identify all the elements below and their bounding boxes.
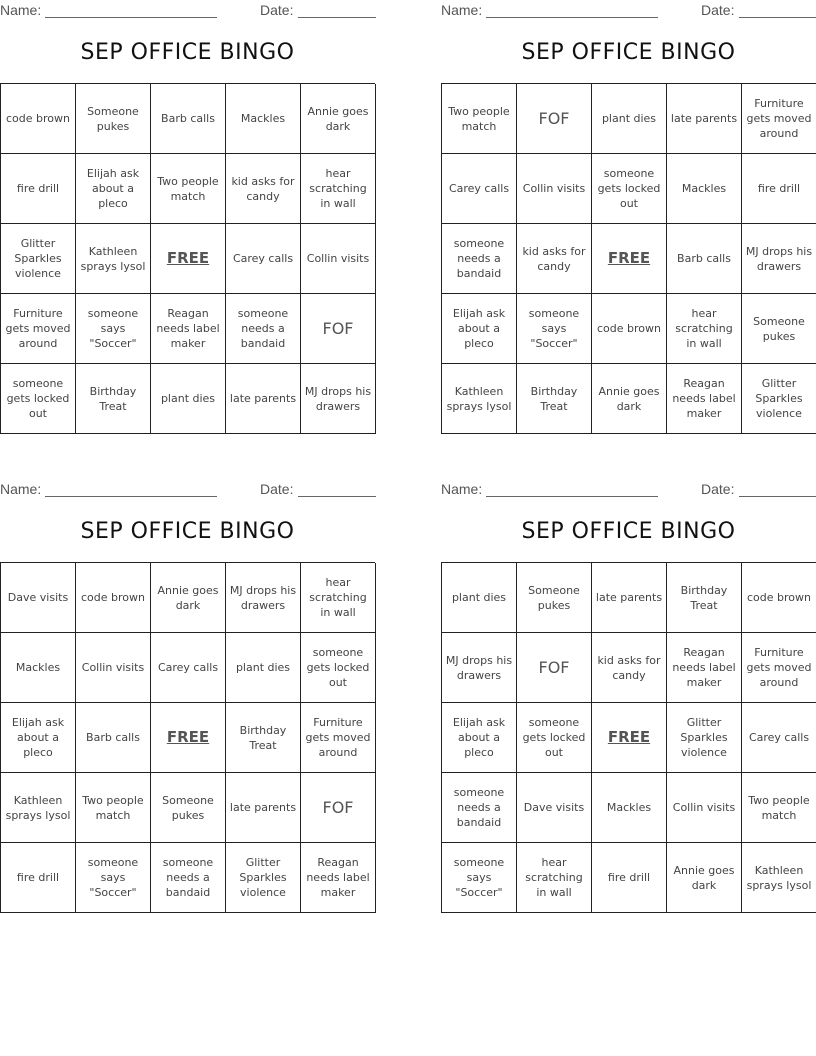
bingo-cell: Kathleen sprays lysol (1, 773, 76, 843)
bingo-cell: Reagan needs label maker (667, 633, 742, 703)
bingo-grid (0, 83, 375, 434)
bingo-cell: MJ drops his drawers (742, 224, 816, 294)
bingo-cell: kid asks for candy (226, 154, 301, 224)
bingo-cell: Carey calls (226, 224, 301, 294)
bingo-cell: Barb calls (667, 224, 742, 294)
bingo-cell: Reagan needs label maker (151, 294, 226, 364)
bingo-cell: Glitter Sparkles violence (1, 224, 76, 294)
bingo-cell: plant dies (226, 633, 301, 703)
bingo-cell: Someone pukes (151, 773, 226, 843)
date-label: Date: (701, 481, 735, 497)
bingo-cell: someone says "Soccer" (76, 294, 151, 364)
bingo-cell: Kathleen sprays lysol (742, 843, 816, 913)
bingo-cell: Two people match (742, 773, 816, 843)
date-field (739, 481, 816, 497)
name-label: Name: (0, 2, 42, 18)
bingo-cell: kid asks for candy (592, 633, 667, 703)
bingo-grid (0, 562, 375, 913)
bingo-cell: Annie goes dark (151, 563, 226, 633)
bingo-cell: Reagan needs label maker (667, 364, 742, 434)
bingo-cell: hear scratching in wall (667, 294, 742, 364)
bingo-grid (441, 83, 816, 434)
bingo-cell: Kathleen sprays lysol (442, 364, 517, 434)
date-field (298, 481, 376, 497)
bingo-cell: Annie goes dark (592, 364, 667, 434)
bingo-cell: Collin visits (667, 773, 742, 843)
bingo-cell: fire drill (1, 154, 76, 224)
bingo-cell: FOF (301, 294, 376, 364)
bingo-cell: Reagan needs label maker (301, 843, 376, 913)
bingo-cell: someone gets locked out (1, 364, 76, 434)
bingo-cell: Glitter Sparkles violence (226, 843, 301, 913)
bingo-cell: Someone pukes (517, 563, 592, 633)
bingo-cell: kid asks for candy (517, 224, 592, 294)
name-field (486, 2, 658, 18)
card-title: SEP OFFICE BINGO (80, 40, 295, 65)
bingo-cell: fire drill (592, 843, 667, 913)
bingo-cell: code brown (76, 563, 151, 633)
bingo-cell: code brown (592, 294, 667, 364)
bingo-cell: late parents (592, 563, 667, 633)
date-label: Date: (260, 481, 294, 497)
name-date-line (0, 481, 375, 501)
bingo-cell: code brown (742, 563, 816, 633)
bingo-cell: Carey calls (442, 154, 517, 224)
bingo-cell: Kathleen sprays lysol (76, 224, 151, 294)
name-date-line (0, 2, 375, 22)
bingo-cell: FOF (301, 773, 376, 843)
bingo-cell: plant dies (151, 364, 226, 434)
free-space: FREE (151, 224, 226, 294)
name-label: Name: (441, 2, 483, 18)
bingo-cell: Barb calls (151, 84, 226, 154)
date-field (298, 2, 376, 18)
bingo-cell: Two people match (76, 773, 151, 843)
bingo-cell: MJ drops his drawers (226, 563, 301, 633)
name-date-line (441, 481, 816, 501)
bingo-card (441, 479, 816, 919)
bingo-cell: Birthday Treat (667, 563, 742, 633)
bingo-cell: Annie goes dark (667, 843, 742, 913)
bingo-cell: plant dies (592, 84, 667, 154)
bingo-cell: someone gets locked out (301, 633, 376, 703)
bingo-cell: hear scratching in wall (301, 154, 376, 224)
name-date-line (441, 2, 816, 22)
bingo-cell: Birthday Treat (517, 364, 592, 434)
bingo-cell: fire drill (742, 154, 816, 224)
bingo-cell: someone says "Soccer" (76, 843, 151, 913)
bingo-cell: late parents (226, 364, 301, 434)
date-label: Date: (260, 2, 294, 18)
bingo-cell: Elijah ask about a pleco (442, 294, 517, 364)
bingo-cell: Mackles (592, 773, 667, 843)
bingo-cell: Glitter Sparkles violence (667, 703, 742, 773)
bingo-cell: Dave visits (1, 563, 76, 633)
bingo-cell: someone needs a bandaid (151, 843, 226, 913)
free-space: FREE (592, 224, 667, 294)
card-title: SEP OFFICE BINGO (80, 519, 295, 544)
name-label: Name: (441, 481, 483, 497)
bingo-cell: MJ drops his drawers (301, 364, 376, 434)
bingo-cell: Two people match (151, 154, 226, 224)
bingo-cell: Birthday Treat (226, 703, 301, 773)
bingo-cell: Mackles (1, 633, 76, 703)
bingo-cell: FOF (517, 84, 592, 154)
bingo-cell: FOF (517, 633, 592, 703)
bingo-cell: someone gets locked out (592, 154, 667, 224)
bingo-cell: Annie goes dark (301, 84, 376, 154)
bingo-cell: fire drill (1, 843, 76, 913)
bingo-cell: Barb calls (76, 703, 151, 773)
bingo-cell: Furniture gets moved around (742, 84, 816, 154)
bingo-cell: someone says "Soccer" (442, 843, 517, 913)
bingo-cell: Mackles (226, 84, 301, 154)
free-space: FREE (151, 703, 226, 773)
bingo-cell: Birthday Treat (76, 364, 151, 434)
name-field (45, 481, 217, 497)
card-title: SEP OFFICE BINGO (521, 519, 736, 544)
bingo-cell: Elijah ask about a pleco (1, 703, 76, 773)
bingo-cell: hear scratching in wall (517, 843, 592, 913)
bingo-cell: MJ drops his drawers (442, 633, 517, 703)
date-label: Date: (701, 2, 735, 18)
bingo-cell: plant dies (442, 563, 517, 633)
bingo-cell: Someone pukes (76, 84, 151, 154)
bingo-cell: Collin visits (76, 633, 151, 703)
bingo-grid (441, 562, 816, 913)
bingo-cell: someone needs a bandaid (226, 294, 301, 364)
bingo-card (0, 0, 375, 440)
bingo-cell: Dave visits (517, 773, 592, 843)
bingo-cell: Furniture gets moved around (742, 633, 816, 703)
bingo-cell: Glitter Sparkles violence (742, 364, 816, 434)
bingo-cell: Elijah ask about a pleco (76, 154, 151, 224)
name-field (486, 481, 658, 497)
free-space: FREE (592, 703, 667, 773)
bingo-cell: someone says "Soccer" (517, 294, 592, 364)
bingo-cell: late parents (667, 84, 742, 154)
bingo-card (0, 479, 375, 919)
bingo-cell: code brown (1, 84, 76, 154)
bingo-cell: Collin visits (517, 154, 592, 224)
bingo-cell: Collin visits (301, 224, 376, 294)
bingo-cell: Someone pukes (742, 294, 816, 364)
bingo-cell: someone gets locked out (517, 703, 592, 773)
card-title: SEP OFFICE BINGO (521, 40, 736, 65)
bingo-cell: Carey calls (742, 703, 816, 773)
bingo-cell: someone needs a bandaid (442, 773, 517, 843)
name-field (45, 2, 217, 18)
bingo-cell: Furniture gets moved around (1, 294, 76, 364)
date-field (739, 2, 816, 18)
bingo-cell: Elijah ask about a pleco (442, 703, 517, 773)
bingo-cell: Carey calls (151, 633, 226, 703)
name-label: Name: (0, 481, 42, 497)
bingo-cell: Furniture gets moved around (301, 703, 376, 773)
bingo-cell: Two people match (442, 84, 517, 154)
bingo-cell: Mackles (667, 154, 742, 224)
bingo-cell: late parents (226, 773, 301, 843)
bingo-cell: hear scratching in wall (301, 563, 376, 633)
bingo-cell: someone needs a bandaid (442, 224, 517, 294)
bingo-card (441, 0, 816, 440)
